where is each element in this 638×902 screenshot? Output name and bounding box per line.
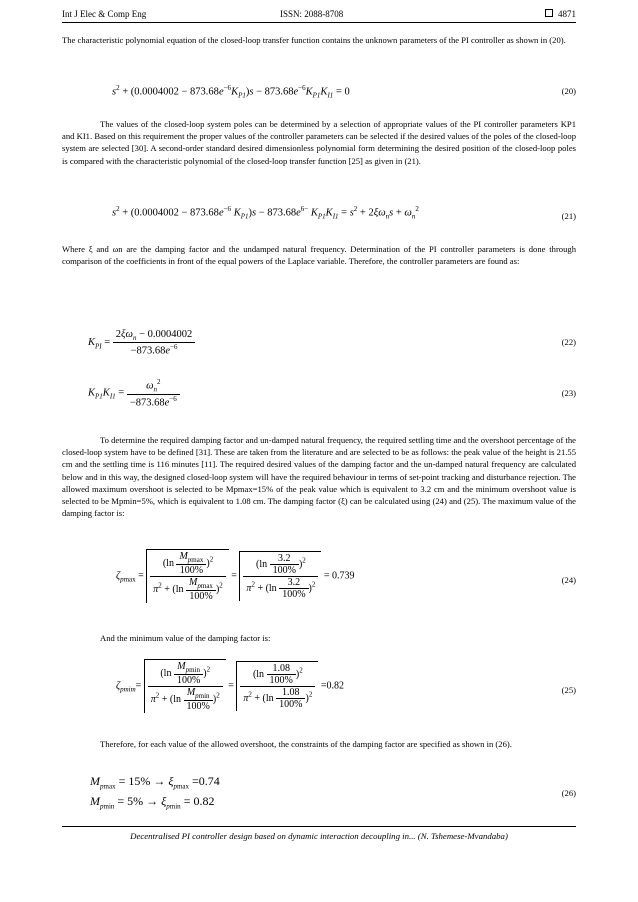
paragraph-2: The values of the closed-loop system poles can be determined by a selection of appropriate values of the PI controller parameters KP1 and KI1. Based on this requirement the proper values of the controller parameters can be selected if the desired values of the poles of the closed-loop system are selected [30]. A second-order standard desired dimensionless polynomial form determining the desired position of the closed-loop poles is compared with the characteristic polynomial of the closed-loop transfer function [25] as given in (21). <box>62 119 576 166</box>
equation-24 <box>62 545 576 615</box>
equation-25-value: =0.82 <box>320 680 344 692</box>
checkbox-icon <box>545 9 553 17</box>
page-number-block <box>545 9 576 19</box>
page-number: 4871 <box>558 9 576 19</box>
equation-22 <box>62 325 576 365</box>
equation-21-number: (21) <box>561 211 576 221</box>
paragraph-3: Where ξ and ωn are the damping factor and the undamped natural frequency. Determination of the PI controller parameters is done through comparison of the coefficients in front of the equal powers of the Laplace variable. Therefore, the controller parameters are found as: <box>62 244 576 267</box>
equation-20-expr: $s^2 + (0.0004002 - 873.68e^{-6}K_{P1})s - 873.68e^{-6}K_{P1}K_{I1} = 0$ <box>112 84 350 100</box>
equation-24-number: (24) <box>561 575 576 585</box>
equation-25-expr: $\zeta_{pmim}=$ (ln $\frac{M_{pmin}}{100\%}$ )$^2$ $\pi^2 + (\ln$ $\frac{M_{pmin}}{100\%}$ )$^2$ = (ln $\frac{1.08}{100\%}$ )$^2$ $\pi^2 + (\ln$ $\frac{1.08}{100\%}$ )$^2$ =0.82 <box>116 661 344 712</box>
equation-21 <box>62 205 576 225</box>
journal-name: Int J Elec & Comp Eng <box>62 9 147 19</box>
paragraph-6: Therefore, for each value of the allowed overshoot, the constraints of the damping factor are specified as shown in (26). <box>100 739 512 749</box>
equation-22-expr: $K_{PI}$ = $\frac{2\xi\omega_n - 0.0004002}{-873.68e^{-6}}$ <box>88 329 195 357</box>
equation-23-number: (23) <box>561 388 576 398</box>
equation-26-line-2-value: = 0.82 <box>183 794 215 808</box>
equation-25 <box>62 655 576 725</box>
equation-26 <box>62 774 576 818</box>
issn: ISSN: 2088-8708 <box>280 9 344 19</box>
paragraph-1: The characteristic polynomial equation of the closed-loop transfer function contains the unknown parameters of the PI controller as shown in (20). <box>62 35 566 45</box>
page-header <box>62 6 576 23</box>
equation-21-expr: $s^2 + (0.0004002 - 873.68e^{-6}$ $K_{P1})s - 873.68e^{6-}$ $K_{P1}K_{I1} = s^2 + 2\xi\omega_ns + \omega_n^2$ <box>112 205 419 221</box>
equation-25-number: (25) <box>561 685 576 695</box>
equation-26-number: (26) <box>561 788 576 798</box>
equation-20 <box>62 84 576 104</box>
page-footer: Decentralised PI controller design based on dynamic interaction decoupling in... (N. Tshemese-Mvandaba) <box>62 826 576 841</box>
paragraph-5: And the minimum value of the damping factor is: <box>100 633 271 643</box>
equation-20-number: (20) <box>561 86 576 96</box>
equation-23 <box>62 374 576 414</box>
equation-26-line-1-value: =0.74 <box>192 774 220 788</box>
equation-24-expr: $\zeta_{pmax}$ = (ln $\frac{M_{pmax}}{100\%}$ )$^2$ $\pi^2 + (\ln$ $\frac{M_{pmax}}{100\%}$ )$^2$ = (ln $\frac{3.2}{100\%}$ )$^2$ $\pi^2 + (\ln$ $\frac{3.2}{100\%}$ )$^2$ = 0.739 <box>116 551 355 602</box>
paragraph-4: To determine the required damping factor and un-damped natural frequency, the required settling time and the overshoot percentage of the closed-loop system have to be defined [31]. These are taken from the literature and are selected to be as follows: the peak value of the height is 21.55 cm and the settling time is 116 minutes [11]. The required desired values of the damping factor and the un-damped natural frequency are calculated below and in this way, the designed closed-loop system will have the required behaviour in terms of set-point tracking and disturbance rejection. The allowed maximum overshoot is selected to be Mpmax=15% of the peak value which is equivalent to 3.2 cm and the minimum overshoot value is selected to be Mpmin=5%, which is equivalent to 1.08 cm. The damping factor (ξ) can be calculated using (24) and (25). The maximum value of the damping factor is: <box>62 435 576 519</box>
equation-23-expr: $K_{P1}K_{I1}$ = $\frac{\omega_n^2}{-873.68e^{-6}}$ <box>88 378 180 408</box>
equation-26-line-2: $M_{pmin} = 5\% \to \xi_{pmin} = 0.82$ <box>90 794 215 811</box>
equation-26-line-1: $M_{pmax} = 15\% \to \xi_{pmax} =0.74$ <box>90 774 220 791</box>
equation-24-value: = 0.739 <box>323 570 355 582</box>
equation-22-number: (22) <box>561 337 576 347</box>
